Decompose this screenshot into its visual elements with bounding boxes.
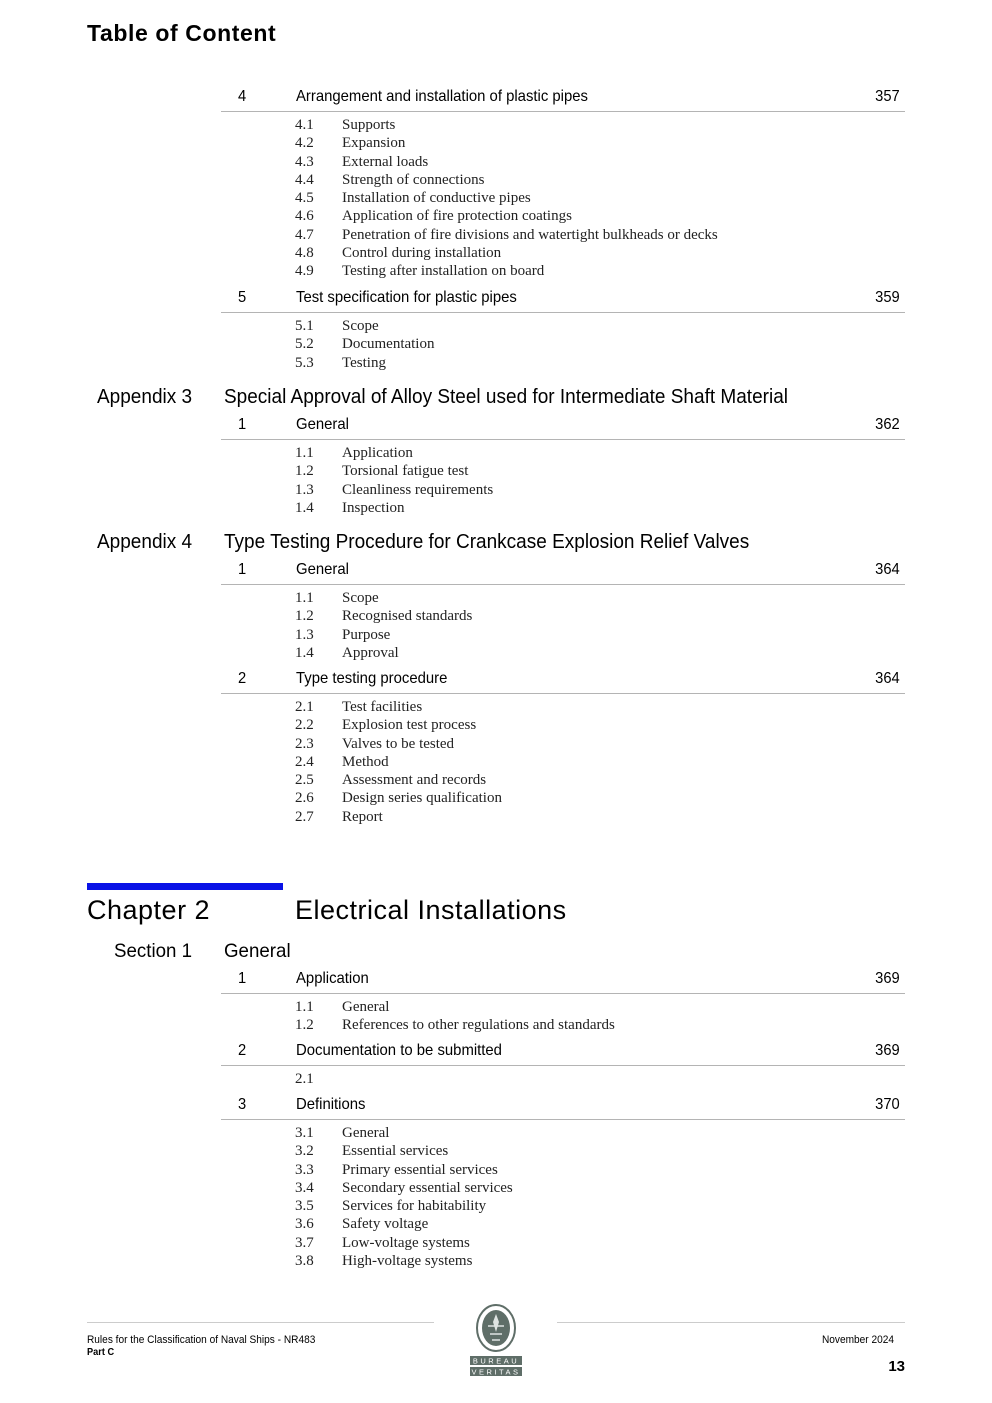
logo-bottom-text: VERITAS xyxy=(471,1367,521,1377)
subitem-number: 4.2 xyxy=(295,135,314,152)
page-number: 13 xyxy=(888,1358,905,1375)
subitem-title[interactable]: Essential services xyxy=(342,1143,449,1160)
subitem-title[interactable]: Application xyxy=(342,445,413,461)
subitem-number: 1.1 xyxy=(295,445,314,461)
subitem-title[interactable]: References to other regulations and standards xyxy=(342,1017,615,1034)
article-title[interactable]: Test specification for plastic pipes xyxy=(296,289,517,306)
toc-article-row[interactable] xyxy=(221,560,905,585)
subitem-number: 5.2 xyxy=(295,336,314,353)
subitem-title[interactable]: Assessment and records xyxy=(342,772,487,789)
subitem-number: 3.3 xyxy=(295,1161,314,1178)
subitem-number: 2.7 xyxy=(295,808,314,825)
subitem-title[interactable]: Report xyxy=(342,808,383,825)
subitem-title[interactable]: General xyxy=(342,1125,390,1141)
subitem-number: 3.4 xyxy=(295,1179,314,1196)
article-page[interactable]: 357 xyxy=(875,88,900,105)
subitem-number: 1.3 xyxy=(295,626,314,643)
subitem-title[interactable]: Services for habitability xyxy=(342,1198,487,1215)
appendix-label: Appendix 3 xyxy=(97,386,193,408)
article-title[interactable]: Documentation to be submitted xyxy=(296,1042,502,1059)
subitem-title[interactable]: Method xyxy=(342,753,389,770)
subitem-number: 4.4 xyxy=(295,171,314,188)
article-number: 4 xyxy=(238,88,247,105)
subitem-number: 3.6 xyxy=(295,1216,314,1233)
toc-article-row[interactable] xyxy=(221,1041,905,1066)
subitem-title[interactable]: Recognised standards xyxy=(342,608,473,625)
subitem-title[interactable]: Test facilities xyxy=(342,699,423,715)
subitem-number: 1.1 xyxy=(295,590,314,606)
subitem-number: 2.1 xyxy=(295,699,314,715)
subitem-number: 2.5 xyxy=(295,772,314,789)
subitem-number: 4.1 xyxy=(295,117,314,133)
appendix-title[interactable]: Type Testing Procedure for Crankcase Explosion Relief Valves xyxy=(224,531,750,553)
appendix-label: Appendix 4 xyxy=(97,531,193,553)
subitem-number: 3.8 xyxy=(295,1253,314,1270)
subitem-number: 1.4 xyxy=(295,499,314,516)
chapter-title[interactable]: Electrical Installations xyxy=(295,895,567,925)
subitem-number: 2.4 xyxy=(295,753,314,770)
subitem-number: 3.2 xyxy=(295,1143,314,1160)
subitem-title[interactable]: Scope xyxy=(342,590,379,606)
footer-date: November 2024 xyxy=(822,1334,895,1346)
article-title[interactable]: Application xyxy=(296,970,369,987)
subitem-number: 1.2 xyxy=(295,463,314,480)
subitem-number: 5.3 xyxy=(295,354,314,371)
article-title[interactable]: Definitions xyxy=(296,1096,366,1113)
subitem-title[interactable]: Low-voltage systems xyxy=(342,1234,470,1251)
subitem-title[interactable]: Supports xyxy=(342,117,396,133)
subitem-number: 1.2 xyxy=(295,608,314,625)
subitem-title[interactable]: Primary essential services xyxy=(342,1161,498,1178)
article-page[interactable]: 359 xyxy=(875,289,900,306)
subitem-number: 2.2 xyxy=(295,717,314,734)
subitem-title[interactable]: Secondary essential services xyxy=(342,1179,513,1196)
toc-article-row[interactable] xyxy=(221,415,905,440)
toc-article-row[interactable] xyxy=(221,669,905,694)
appendix-title[interactable]: Special Approval of Alloy Steel used for Intermediate Shaft Material xyxy=(224,386,788,408)
subitem-number: 4.7 xyxy=(295,226,314,243)
article-page[interactable]: 369 xyxy=(875,1042,900,1059)
bureau-veritas-seal-icon xyxy=(466,1304,526,1379)
subitem-title[interactable]: Approval xyxy=(342,644,399,661)
page-title: Table of Content xyxy=(87,20,277,46)
subitem-title[interactable]: Safety voltage xyxy=(342,1216,429,1233)
article-page[interactable]: 370 xyxy=(875,1096,900,1113)
subitem-title[interactable]: Explosion test process xyxy=(342,717,477,734)
subitem-number: 4.5 xyxy=(295,190,314,207)
article-number: 5 xyxy=(238,289,247,306)
subitem-title[interactable]: External loads xyxy=(342,153,429,170)
article-page[interactable]: 369 xyxy=(875,970,900,987)
subitem-title[interactable]: Testing after installation on board xyxy=(342,263,545,280)
subitem-title[interactable]: Design series qualification xyxy=(342,790,502,807)
article-number: 2 xyxy=(238,1042,247,1059)
subitem-title[interactable]: Purpose xyxy=(342,626,391,643)
toc-article-row[interactable] xyxy=(221,288,905,313)
subitem-number: 1.2 xyxy=(295,1017,314,1034)
chapter-accent-bar xyxy=(87,883,283,890)
chapter-label: Chapter 2 xyxy=(87,895,211,925)
subitem-number: 5.1 xyxy=(295,318,314,334)
subitem-title[interactable]: Installation of conductive pipes xyxy=(342,190,531,207)
subitem-number: 4.9 xyxy=(295,263,314,280)
subitem-title[interactable]: Strength of connections xyxy=(342,171,485,188)
subitem-number: 2.6 xyxy=(295,790,314,807)
footer-document-title: Rules for the Classification of Naval Ships - NR483 xyxy=(87,1334,316,1346)
subitem-title[interactable]: Application of fire protection coatings xyxy=(342,208,572,225)
toc-article-row[interactable] xyxy=(221,969,905,994)
article-page[interactable]: 364 xyxy=(875,670,900,687)
toc-article-row[interactable] xyxy=(221,1095,905,1120)
subitem-title[interactable]: General xyxy=(342,999,390,1015)
subitem-title[interactable]: Penetration of fire divisions and watertight bulkheads or decks xyxy=(342,226,718,243)
logo-top-text: BUREAU xyxy=(472,1356,520,1366)
subitem-title[interactable]: Testing xyxy=(342,354,386,371)
bureau-veritas-logo xyxy=(466,1304,526,1379)
subitem-title[interactable]: Torsional fatigue test xyxy=(342,463,469,480)
article-title[interactable]: General xyxy=(296,561,349,578)
subitem-number: 4.6 xyxy=(295,208,314,225)
subitem-title[interactable]: Valves to be tested xyxy=(342,735,455,752)
article-number: 2 xyxy=(238,670,247,687)
subitem-title[interactable]: Scope xyxy=(342,318,379,334)
subitem-number: 1.4 xyxy=(295,644,314,661)
footer-divider-right xyxy=(557,1322,905,1323)
subitem-title[interactable]: Inspection xyxy=(342,499,405,516)
footer-part: Part C xyxy=(87,1347,115,1358)
article-title[interactable]: General xyxy=(296,416,349,433)
subitem-number: 2.1 xyxy=(295,1071,314,1087)
article-title[interactable]: Type testing procedure xyxy=(296,670,448,687)
subitem-number: 3.5 xyxy=(295,1198,314,1215)
section-title[interactable]: General xyxy=(224,940,291,962)
subitem-title[interactable]: Documentation xyxy=(342,336,435,353)
section-label: Section 1 xyxy=(114,940,193,962)
subitem-number: 3.1 xyxy=(295,1125,314,1141)
subitem-title[interactable]: High-voltage systems xyxy=(342,1253,473,1270)
subitem-title[interactable]: Cleanliness requirements xyxy=(342,481,494,498)
article-number: 1 xyxy=(238,416,247,433)
subitem-number: 3.7 xyxy=(295,1234,314,1251)
subitem-title[interactable]: Expansion xyxy=(342,135,406,152)
article-number: 3 xyxy=(238,1096,247,1113)
article-page[interactable]: 364 xyxy=(875,561,900,578)
subitem-number: 4.8 xyxy=(295,245,314,262)
article-page[interactable]: 362 xyxy=(875,416,900,433)
subitem-number: 2.3 xyxy=(295,735,314,752)
subitem-title[interactable]: Control during installation xyxy=(342,245,502,262)
footer-divider-left xyxy=(87,1322,434,1323)
article-number: 1 xyxy=(238,561,247,578)
subitem-number: 4.3 xyxy=(295,153,314,170)
article-title[interactable]: Arrangement and installation of plastic pipes xyxy=(296,88,588,105)
toc-article-row[interactable] xyxy=(221,87,905,112)
article-number: 1 xyxy=(238,970,247,987)
subitem-number: 1.1 xyxy=(295,999,314,1015)
subitem-number: 1.3 xyxy=(295,481,314,498)
